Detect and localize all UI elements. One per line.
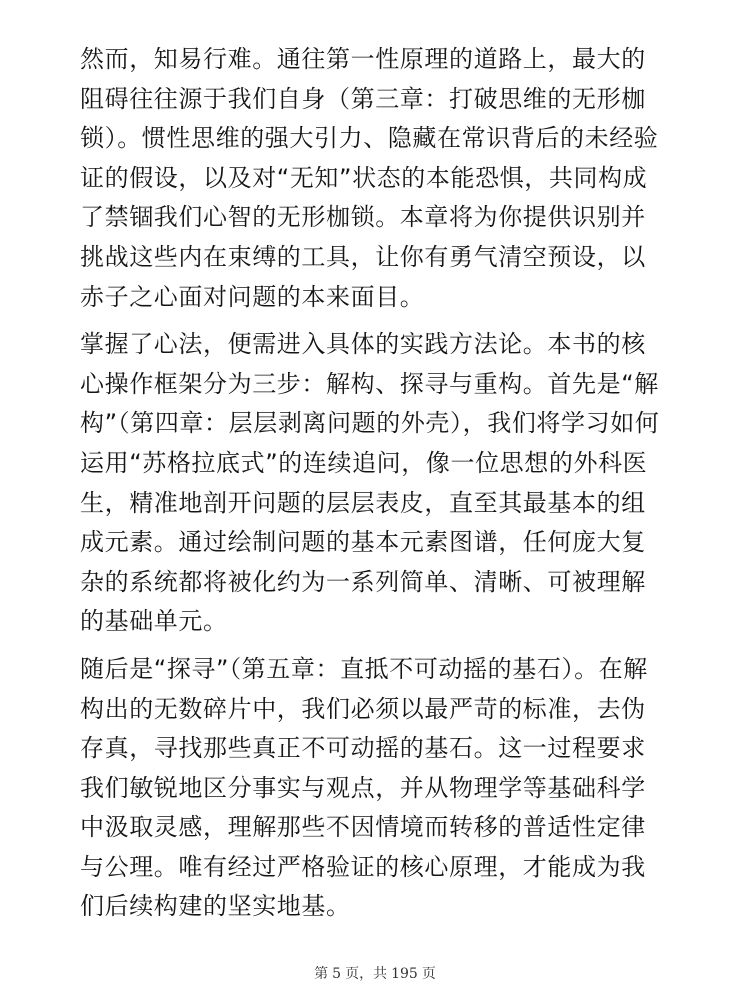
total-pages: 195	[391, 966, 418, 982]
page-unit: 页，共	[345, 966, 388, 982]
page-footer	[0, 963, 750, 983]
page-prefix: 第	[314, 966, 329, 982]
page-number: 5	[332, 966, 342, 982]
paragraph-1: 然而，知易行难。通往第一性原理的道路上，最大的阻碍往往源于我们自身（第三章：打破思维的无形枷锁）。惯性思维的强大引力、隐藏在常识背后的未经验证的假设，以及对“无知”状态的本能恐惧，共同构成了禁锢我们心智的无形枷锁。本章将为你提供识别并挑战这些内在束缚的工具，让你有勇气清空预设，以赤子之心面对问题的本来面目。	[80, 45, 659, 311]
document-body	[80, 40, 670, 935]
paragraph-3: 随后是“探寻”（第五章：直抵不可动摇的基石）。在解构出的无数碎片中，我们必须以最严苛的标准，去伪存真，寻找那些真正不可动摇的基石。这一过程要求我们敏锐地区分事实与观点，并从物理学等基础科学中汲取灵感，理解那些不因情境而转移的普适性定律与公理。唯有经过严格验证的核心原理，才能成为我们后续构建的坚实地基。	[80, 654, 648, 921]
paragraph-2: 掌握了心法，便需进入具体的实践方法论。本书的核心操作框架分为三步：解构、探寻与重构。首先是“解构”（第四章：层层剥离问题的外壳），我们将学习如何运用“苏格拉底式”的连续追问，像一位思想的外科医生，精准地剖开问题的层层表皮，直至其最基本的组成元素。通过绘制问题的基本元素图谱，任何庞大复杂的系统都将被化约为一系列简单、清晰、可被理解的基础单元。	[80, 330, 660, 636]
total-unit: 页	[421, 966, 436, 982]
